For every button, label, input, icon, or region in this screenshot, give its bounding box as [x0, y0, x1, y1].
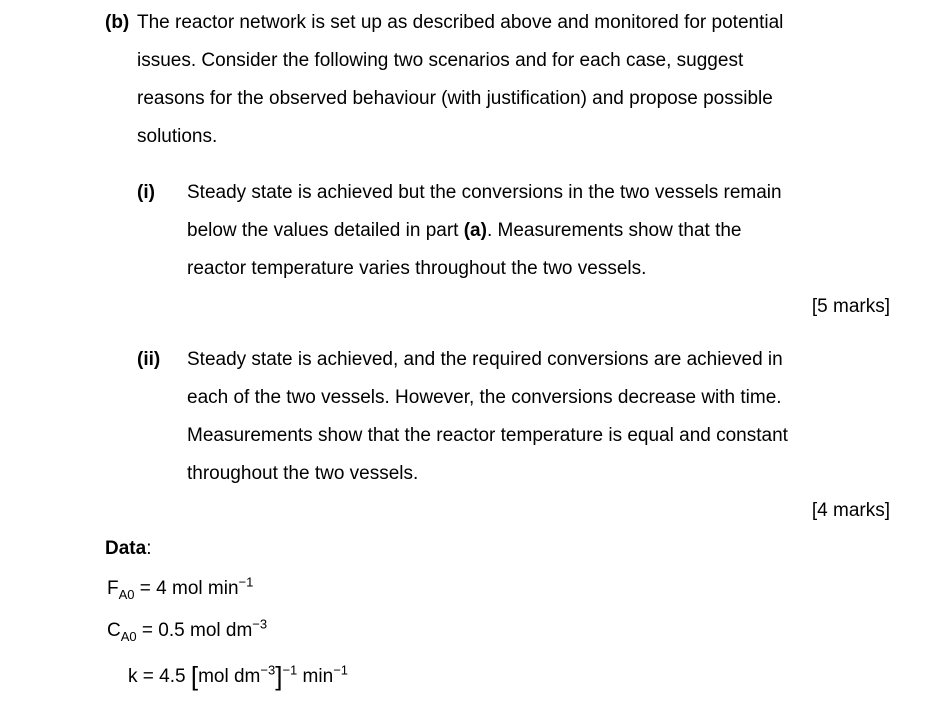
ca0-symbol: C [107, 620, 121, 641]
scenario-ii-line-3: Measurements show that the reactor temperature is equal and constant [187, 425, 788, 446]
scenario-ii-line-1: Steady state is achieved, and the required conversions are achieved in [187, 349, 783, 370]
data-heading-text: Data [105, 538, 147, 559]
scenario-ii-line-4: throughout the two vessels. [187, 463, 419, 484]
equation-fa0 [107, 574, 254, 602]
part-b-line-1: The reactor network is set up as described above and monitored for potential [137, 12, 784, 33]
part-b-line-2: issues. Consider the following two scenarios and for each case, suggest [137, 50, 744, 71]
k-close-bracket: ] [275, 661, 283, 691]
k-inner: mol dm [198, 666, 261, 687]
scenario-i-marks: [5 marks] [811, 296, 890, 317]
fa0-exponent: −1 [238, 574, 254, 590]
scenario-i-part-ref: (a) [463, 220, 487, 241]
scenario-i-line-3: reactor temperature varies throughout the two vessels. [187, 258, 647, 279]
fa0-subscript: A0 [118, 586, 135, 602]
k-inner-exponent: −3 [260, 662, 276, 678]
ca0-subscript: A0 [120, 628, 137, 644]
fa0-rhs: = 4 mol min [134, 578, 239, 599]
scenario-ii-line-2: each of the two vessels. However, the conversions decrease with time. [187, 387, 782, 408]
scenario-i-line-2-post: . Measurements show that the [486, 220, 742, 241]
k-unit: min [297, 666, 334, 687]
scenario-i-line-2-pre: below the values detailed in part [187, 220, 464, 241]
k-unit-exponent: −1 [333, 662, 349, 678]
scenario-i-label: (i) [137, 182, 155, 203]
fa0-symbol: F [107, 578, 119, 599]
k-bracket-exponent: −1 [282, 662, 298, 678]
scenario-i-line-2 [187, 212, 741, 250]
scenario-ii-marks: [4 marks] [811, 500, 890, 521]
scenario-ii-label: (ii) [137, 349, 161, 370]
part-b-line-4: solutions. [137, 126, 218, 147]
k-lhs: k = 4.5 [128, 666, 191, 687]
data-heading [105, 530, 151, 568]
equation-k [128, 661, 349, 691]
data-heading-colon: : [146, 538, 152, 559]
equation-ca0 [107, 616, 268, 644]
part-b-label: (b) [105, 12, 130, 33]
ca0-exponent: −3 [252, 616, 268, 632]
scenario-i-line-1: Steady state is achieved but the conversions in the two vessels remain [187, 182, 782, 203]
part-b-line-3: reasons for the observed behaviour (with justification) and propose possible [137, 88, 773, 109]
k-open-bracket: [ [190, 661, 199, 691]
ca0-rhs: = 0.5 mol dm [136, 620, 253, 641]
